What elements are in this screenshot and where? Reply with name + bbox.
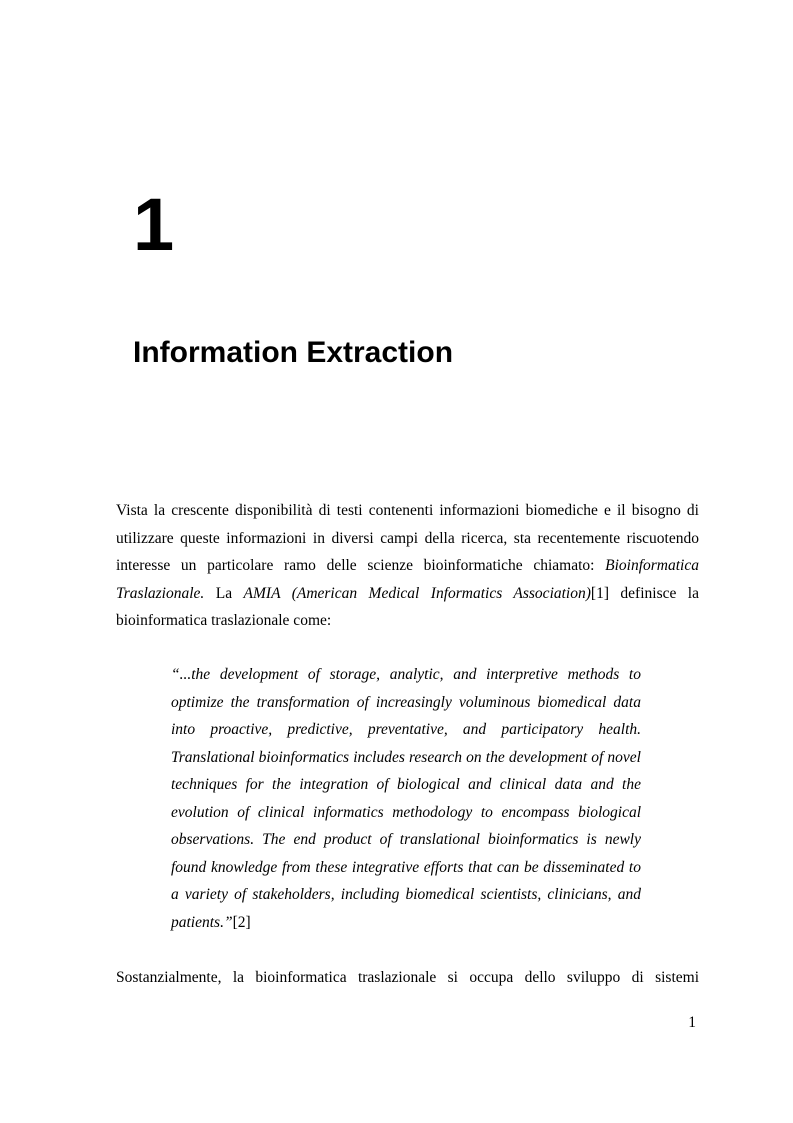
citation-2: [2] (232, 913, 251, 931)
term-bioinformatica-traslazionale: Bioinformatica Traslazionale. (116, 557, 699, 602)
intro-text-3: definisce la bioinformatica traslazionale come: (116, 584, 699, 629)
org-amia: AMIA (American Medical Informatics Association) (243, 584, 591, 602)
block-quote (171, 661, 641, 936)
intro-text-2: La (204, 584, 244, 602)
citation-1: [1] (590, 584, 609, 602)
quote-text: “...the development of storage, analytic, and interpretive methods to optimize the transformation of increasingly voluminous biomedical data into proactive, predictive, preventative, and participatory health. Translational bioinformatics includes research on the development of novel techniques for the integration of biological and clinical data and the evolution of clinical informatics methodology to encompass biological observations. The end product of translational bioinformatics is newly found knowledge from these integrative efforts that can be disseminated to a variety of stakeholders, including biomedical scientists, clinicians, and patients.” (171, 666, 641, 931)
page-number: 1 (688, 1014, 696, 1031)
chapter-number: 1 (133, 183, 175, 266)
intro-text-1: Vista la crescente disponibilità di testi contenenti informazioni biomediche e il bisogno di utilizzare queste informazioni in diversi campi della ricerca, sta recentemente riscuotendo interesse un particolare ramo delle scienze bioinformatiche chiamato: (116, 502, 699, 574)
final-paragraph: Sostanzialmente, la bioinformatica traslazionale si occupa dello sviluppo di sistemi (116, 969, 699, 986)
chapter-title: Information Extraction (133, 336, 454, 369)
intro-paragraph (116, 497, 699, 635)
